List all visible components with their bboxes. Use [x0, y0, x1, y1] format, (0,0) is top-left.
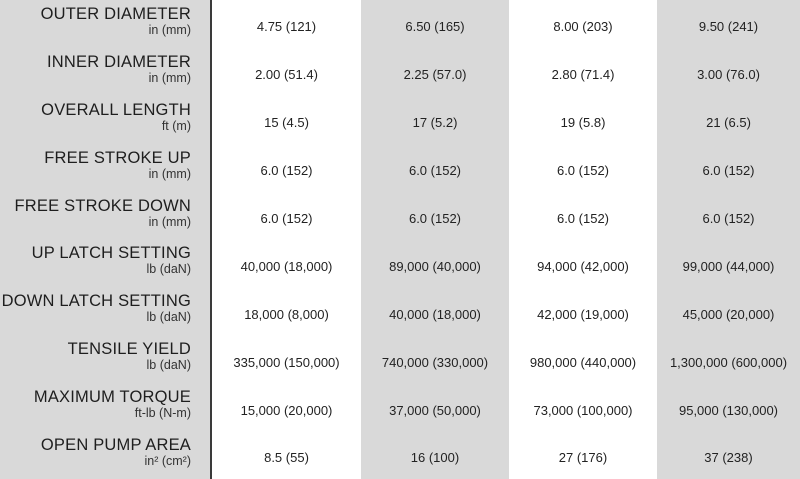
row-label [0, 431, 210, 479]
value-cell: 8.5 (55) [264, 450, 309, 466]
value-cell: 2.00 (51.4) [255, 67, 318, 83]
row-unit: in (mm) [148, 166, 191, 181]
value-cell: 37 (238) [704, 450, 753, 466]
value-cell: 6.50 (165) [405, 19, 465, 35]
value-cell: 3.00 (76.0) [697, 67, 760, 83]
size-column-3 [509, 0, 657, 479]
value-cell: 6.0 (152) [408, 211, 462, 226]
row-label [0, 96, 210, 144]
row-label [0, 239, 210, 287]
row-title: OVERALL LENGTH [41, 100, 191, 119]
row-label [0, 287, 210, 335]
row-unit: in² (cm²) [144, 454, 191, 469]
value-cell: 40,000 (18,000) [240, 258, 333, 274]
value-cell: 89,000 (40,000) [389, 258, 481, 274]
value-cell: 94,000 (42,000) [537, 258, 629, 274]
value-cell: 8.00 (203) [553, 19, 613, 35]
value-cell: 18,000 (8,000) [244, 306, 329, 322]
value-cell: 1,300,000 (600,000) [669, 354, 788, 370]
value-cell: 27 (176) [558, 450, 608, 466]
value-cell: 980,000 (440,000) [529, 354, 637, 370]
row-title: FREE STROKE DOWN [14, 196, 191, 215]
value-cell: 6.0 (152) [260, 163, 313, 179]
row-title: OPEN PUMP AREA [40, 436, 191, 455]
size-column-4 [657, 0, 800, 479]
row-label [0, 0, 210, 48]
row-label [0, 335, 210, 383]
value-cell: 15,000 (20,000) [240, 402, 333, 418]
row-unit: in (mm) [148, 23, 191, 37]
value-cell: 335,000 (150,000) [233, 354, 340, 370]
value-cell: 21 (6.5) [706, 115, 751, 131]
row-labels-column [0, 0, 212, 479]
size-column-2 [361, 0, 509, 479]
row-label [0, 144, 210, 192]
value-cell: 6.0 (152) [408, 163, 462, 179]
value-cell: 17 (5.2) [412, 115, 458, 131]
value-cell: 6.0 (152) [702, 163, 755, 179]
value-cell: 2.25 (57.0) [403, 67, 467, 83]
row-label [0, 192, 210, 240]
value-cell: 40,000 (18,000) [389, 306, 481, 322]
row-title: OUTER DIAMETER [40, 5, 191, 23]
value-cell: 95,000 (130,000) [678, 402, 779, 418]
row-title: FREE STROKE UP [44, 148, 191, 167]
size-column-1 [212, 0, 361, 479]
row-title: TENSILE YIELD [67, 340, 191, 359]
value-cell: 73,000 (100,000) [533, 402, 633, 418]
value-cell: 6.0 (152) [556, 211, 610, 226]
value-cell: 6.0 (152) [702, 211, 755, 226]
row-title: UP LATCH SETTING [31, 244, 191, 263]
value-cell: 37,000 (50,000) [389, 402, 481, 418]
value-cell: 15 (4.5) [264, 115, 309, 131]
row-title: INNER DIAMETER [47, 52, 191, 71]
row-unit: ft (m) [161, 118, 191, 133]
value-cell: 9.50 (241) [698, 19, 759, 35]
value-cell: 42,000 (19,000) [537, 306, 629, 322]
row-unit: lb (daN) [146, 262, 191, 277]
value-cell: 740,000 (330,000) [381, 354, 489, 370]
row-title: DOWN LATCH SETTING [1, 292, 191, 311]
value-cell: 16 (100) [410, 450, 460, 466]
value-cell: 45,000 (20,000) [682, 306, 775, 322]
value-cell: 4.75 (121) [256, 19, 317, 35]
row-label [0, 48, 210, 96]
value-cell: 19 (5.8) [560, 115, 606, 131]
value-cell: 6.0 (152) [556, 163, 610, 179]
row-title: MAXIMUM TORQUE [33, 388, 191, 407]
value-cell: 6.0 (152) [260, 211, 313, 226]
row-label [0, 383, 210, 431]
row-unit: lb (daN) [146, 310, 191, 325]
value-cell: 2.80 (71.4) [551, 67, 615, 83]
row-unit: in (mm) [148, 214, 191, 229]
row-unit: ft-lb (N-m) [134, 406, 191, 421]
value-cell: 99,000 (44,000) [682, 258, 775, 274]
row-unit: lb (daN) [146, 358, 191, 373]
row-unit: in (mm) [148, 70, 191, 85]
